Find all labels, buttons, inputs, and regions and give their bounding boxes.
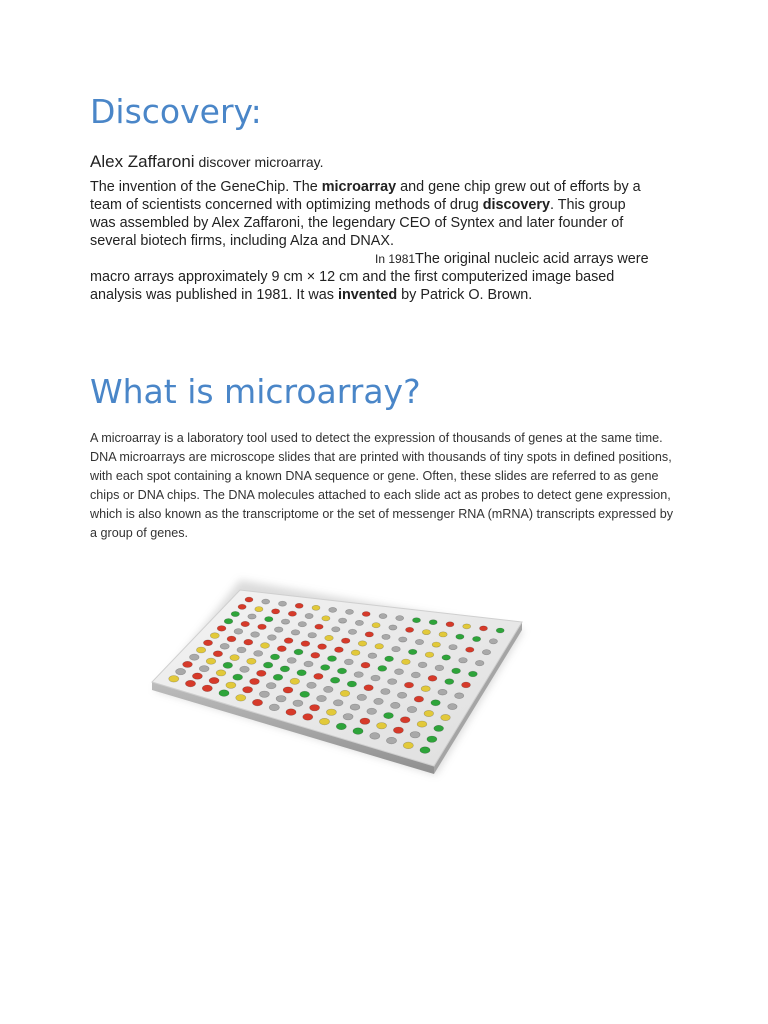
array-spot — [209, 677, 219, 683]
array-spot — [431, 700, 440, 706]
array-spot — [220, 643, 229, 649]
bold-term: discovery — [482, 197, 550, 213]
array-spot — [192, 673, 202, 679]
array-spot — [397, 692, 406, 698]
array-spot — [237, 647, 246, 653]
array-spot — [396, 616, 404, 621]
array-spot — [410, 732, 420, 738]
array-spot — [303, 714, 313, 721]
array-spot — [452, 668, 461, 674]
microarray-chip-icon — [140, 570, 540, 790]
array-spot — [417, 721, 427, 727]
paragraph-line: macro arrays approximately 9 cm × 12 cm and the first computerized image based — [90, 269, 615, 285]
array-spot — [281, 619, 289, 624]
paragraph-line — [90, 178, 680, 196]
array-spot — [385, 656, 394, 662]
subtitle-name: Alex Zaffaroni — [90, 152, 195, 171]
array-spot — [346, 609, 354, 614]
array-spot — [328, 656, 337, 662]
array-spot — [240, 666, 250, 672]
array-spot — [295, 603, 303, 608]
array-spot — [489, 639, 497, 644]
paragraph-line: was assembled by Alex Zaffaroni, the legendary CEO of Syntex and later founder of — [90, 215, 624, 231]
array-spot — [250, 678, 260, 684]
array-spot — [308, 633, 317, 638]
array-spot — [361, 662, 370, 668]
array-spot — [325, 635, 334, 640]
array-spot — [439, 632, 447, 637]
array-spot — [402, 659, 411, 665]
array-spot — [355, 620, 363, 625]
array-spot — [326, 709, 336, 715]
text-run: The original nucleic acid arrays were — [415, 251, 649, 267]
array-spot — [230, 655, 239, 661]
array-spot — [379, 614, 387, 619]
array-spot — [301, 641, 310, 647]
array-spot — [243, 687, 253, 693]
array-spot — [415, 639, 423, 644]
array-spot — [448, 704, 457, 710]
array-spot — [333, 700, 343, 706]
array-spot — [459, 658, 468, 663]
array-spot — [375, 644, 384, 649]
array-spot — [247, 658, 256, 664]
array-spot — [311, 652, 320, 658]
array-spot — [297, 670, 306, 676]
array-spot — [324, 686, 334, 692]
array-spot — [496, 628, 504, 633]
array-spot — [274, 627, 283, 632]
array-spot — [354, 672, 363, 678]
array-spot — [279, 601, 287, 606]
array-spot — [259, 691, 269, 697]
array-spot — [262, 599, 270, 604]
array-spot — [473, 636, 481, 641]
array-spot — [283, 687, 293, 693]
array-spot — [330, 677, 339, 683]
array-spot — [434, 725, 444, 731]
array-spot — [254, 651, 263, 657]
array-spot — [351, 650, 360, 656]
array-spot — [287, 658, 296, 664]
array-spot — [378, 666, 387, 672]
array-spot — [206, 658, 216, 664]
array-spot — [381, 689, 390, 695]
paragraph-line: several biotech firms, including Alza and DNAX. — [90, 233, 394, 249]
array-spot — [389, 625, 397, 630]
array-spot — [273, 674, 283, 680]
array-spot — [255, 607, 263, 612]
array-spot — [217, 626, 226, 632]
array-spot — [413, 618, 421, 623]
array-spot — [277, 646, 286, 652]
text-run: team of scientists concerned with optimizing methods of drug — [90, 197, 483, 213]
array-spot — [432, 642, 440, 647]
array-spot — [406, 627, 414, 632]
array-spot — [234, 629, 243, 635]
array-spot — [288, 611, 296, 616]
array-spot — [425, 652, 434, 657]
array-spot — [469, 671, 478, 677]
array-spot — [293, 700, 303, 706]
array-spot — [304, 661, 313, 667]
array-spot — [284, 638, 293, 644]
array-spot — [421, 686, 430, 692]
discovery-subtitle — [90, 151, 323, 173]
array-spot — [238, 604, 246, 609]
text-run: analysis was published in 1981. It was — [90, 287, 338, 303]
array-spot — [411, 672, 420, 678]
array-spot — [280, 666, 289, 672]
array-spot — [455, 693, 464, 699]
array-spot — [420, 747, 430, 754]
array-spot — [233, 674, 243, 680]
bold-term: microarray — [321, 179, 397, 195]
array-spot — [341, 638, 350, 643]
year-note: In 1981 — [375, 252, 416, 266]
array-spot — [445, 679, 454, 685]
array-spot — [213, 651, 222, 657]
array-spot — [196, 647, 205, 653]
array-spot — [393, 727, 403, 733]
array-spot — [350, 704, 360, 710]
array-spot — [463, 624, 471, 629]
array-spot — [265, 617, 273, 622]
array-spot — [370, 733, 380, 740]
array-spot — [462, 682, 471, 688]
array-spot — [318, 644, 327, 650]
array-spot — [315, 624, 323, 629]
array-spot — [298, 622, 306, 627]
array-spot — [335, 647, 344, 653]
text-run: The invention of the GeneChip. The — [90, 179, 322, 195]
array-spot — [400, 717, 410, 723]
array-spot — [353, 728, 363, 735]
array-spot — [480, 626, 488, 631]
array-spot — [310, 705, 320, 711]
array-spot — [241, 621, 250, 626]
array-spot — [263, 662, 272, 668]
array-spot — [408, 649, 417, 654]
array-spot — [307, 682, 317, 688]
array-spot — [382, 634, 390, 639]
array-spot — [386, 737, 396, 744]
array-spot — [322, 616, 330, 621]
array-spot — [404, 682, 413, 688]
array-spot — [294, 649, 303, 655]
array-spot — [456, 634, 464, 639]
array-spot — [244, 639, 253, 645]
array-spot — [321, 665, 330, 671]
array-spot — [435, 665, 444, 671]
array-spot — [290, 678, 300, 684]
what-is-microarray-heading: What is microarray? — [90, 372, 421, 411]
array-spot — [176, 668, 186, 674]
array-spot — [329, 607, 337, 612]
array-spot — [248, 614, 256, 619]
array-spot — [185, 680, 195, 687]
array-spot — [418, 662, 427, 668]
array-spot — [169, 676, 179, 683]
array-spot — [268, 635, 277, 641]
array-spot — [319, 718, 329, 725]
array-spot — [365, 632, 373, 637]
array-spot — [374, 698, 384, 704]
array-spot — [371, 675, 380, 681]
microarray-definition-paragraph: A microarray is a laboratory tool used to detect the expression of thousands of genes at the same time. DNA microarrays are microscope slides that are printed with thousands of tiny spots in defined positions, with each spot containing a known DNA sequence or gene. Often, these slides are referred to as gene chips or DNA chips. The DNA molecules attached to each slide act as probes to detect gene expression, which is also known as the transcriptome or the set of messenger RNA (mRNA) transcripts expressed by a group of genes. — [90, 431, 674, 540]
array-spot — [367, 708, 377, 714]
array-spot — [339, 618, 347, 623]
array-spot — [210, 633, 219, 639]
array-spot — [286, 709, 296, 716]
array-spot — [203, 640, 212, 646]
array-spot — [317, 695, 327, 701]
array-spot — [344, 659, 353, 665]
array-spot — [358, 641, 367, 646]
discovery-paragraph — [90, 178, 680, 304]
array-spot — [414, 696, 423, 702]
array-spot — [384, 713, 394, 719]
array-spot — [224, 619, 233, 624]
array-spot — [312, 605, 320, 610]
array-spot — [190, 654, 200, 660]
array-spot — [403, 742, 413, 749]
array-spot — [446, 622, 454, 627]
array-spot — [442, 655, 451, 660]
array-spot — [392, 646, 401, 651]
array-spot — [227, 636, 236, 642]
array-spot — [340, 690, 350, 696]
array-spot — [261, 643, 270, 649]
array-spot — [258, 624, 267, 629]
array-spot — [441, 714, 451, 720]
array-spot — [399, 637, 407, 642]
array-spot — [360, 718, 370, 724]
discovery-heading: Discovery: — [90, 92, 262, 131]
array-spot — [300, 691, 310, 697]
array-spot — [219, 690, 229, 697]
array-spot — [332, 627, 340, 632]
array-spot — [269, 704, 279, 711]
array-spot — [377, 723, 387, 729]
array-spot — [427, 736, 437, 742]
array-spot — [391, 702, 401, 708]
bold-term: invented — [337, 287, 398, 303]
array-spot — [422, 630, 430, 635]
array-spot — [266, 683, 276, 689]
array-spot — [475, 660, 484, 665]
array-spot — [438, 689, 447, 695]
array-spot — [466, 647, 474, 652]
microarray-chip-image — [140, 570, 540, 790]
text-run: by Patrick O. Brown. — [397, 287, 533, 303]
array-spot — [216, 670, 226, 676]
array-spot — [226, 682, 236, 688]
array-spot — [368, 653, 377, 659]
array-spot — [252, 699, 262, 706]
array-spot — [364, 685, 373, 691]
array-spot — [429, 620, 437, 625]
array-spot — [305, 613, 313, 618]
array-spot — [337, 668, 346, 674]
array-spot — [482, 650, 490, 655]
array-spot — [245, 597, 253, 602]
array-spot — [314, 673, 323, 679]
array-spot — [183, 661, 193, 667]
array-spot — [276, 696, 286, 702]
array-spot — [336, 723, 346, 730]
array-spot — [199, 666, 209, 672]
paragraph-line — [90, 286, 680, 304]
array-spot — [251, 632, 260, 638]
text-run: and gene chip grew out of efforts by a — [396, 179, 641, 195]
array-spot — [362, 612, 370, 617]
array-spot — [372, 623, 380, 628]
array-spot — [395, 669, 404, 675]
array-spot — [347, 681, 356, 687]
paragraph-line — [90, 250, 680, 268]
array-spot — [348, 629, 356, 634]
subtitle-rest: discover microarray. — [194, 154, 324, 170]
array-spot — [424, 710, 434, 716]
array-spot — [272, 609, 280, 614]
array-spot — [202, 685, 212, 692]
array-spot — [270, 654, 279, 660]
array-spot — [357, 694, 367, 700]
text-run: . This group — [549, 197, 626, 213]
array-spot — [257, 670, 267, 676]
array-spot — [223, 662, 233, 668]
array-spot — [236, 695, 246, 702]
array-spot — [291, 630, 300, 635]
array-spot — [407, 706, 417, 712]
array-spot — [343, 714, 353, 720]
array-spot — [449, 645, 457, 650]
array-spot — [388, 679, 397, 685]
array-spot — [231, 611, 239, 616]
paragraph-line — [90, 196, 680, 214]
array-spot — [428, 675, 437, 681]
